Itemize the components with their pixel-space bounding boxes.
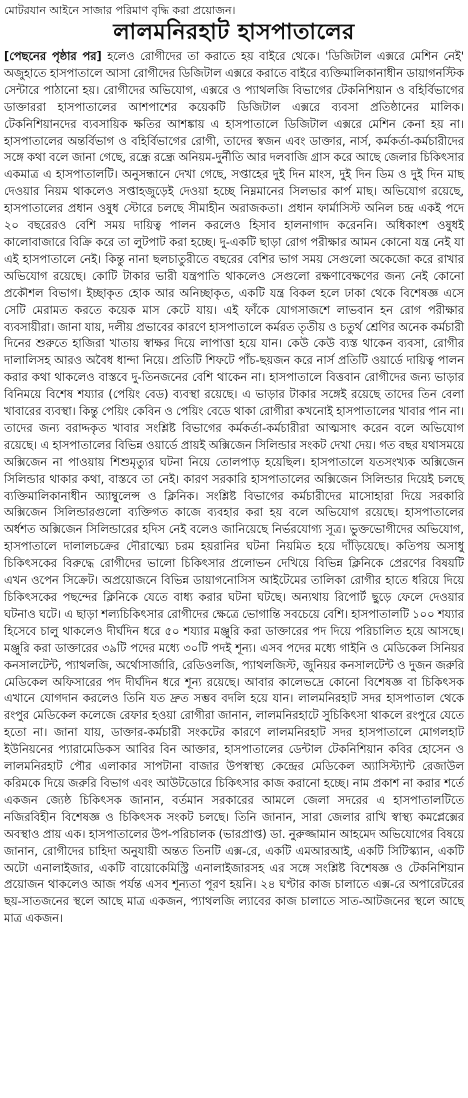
headline: লালমনিরহাট হাসপাতালের — [113, 20, 355, 45]
paragraph-text: হলেও রোগীদের তা করাতে হয় বাইরে থেকে। 'ডিজিটাল এক্সরে মেশিন নেই' অজুহাতে হাসপাতালে আসা রোগীদের ডিজিটাল এক্সরে করাতে বাইরে ব্যক্তিমালিকানাধীন ডায়াগনস্টিক সেন্টারে পাঠানো হয়। রোগীদের অভিযোগ, এক্সরে ও প্যাথলজি বিভাগের টেকনিশিয়ান ও বহির্বিভাগের ডাক্তাররা হাসপাতালের আশপাশের কয়েকটি ডিজিটাল এক্সরে ব্যবসা প্রতিষ্ঠানের মালিক। টেকনিশিয়ানদের ব্যবসায়িক ক্ষতির আশঙ্কায় এ হাসপাতালে ডিজিটাল এক্সরে মেশিন কেনা হয় না। হাসপাতালের অন্তর্বিভাগ ও বহির্বিভাগের রোগী, তাদের স্বজন এবং ডাক্তার, নার্স, কর্মকর্তা-কর্মচারীদের সঙ্গে কথা বলে জানা গেছে, রন্ধ্রে রন্ধ্রে অনিয়ম-দুর্নীতি আর দলবাজি গ্রাস করে আছে জেলার চিকিৎসার একমাত্র এ হাসপাতালটি। অনুসন্ধানে দেখা গেছে, সপ্তাহের দুই দিন মাংস, দুই দিন ডিম ও দুই দিন মাছ দেওয়ার নিয়ম থাকলেও সপ্তাহজুড়েই দেওয়া হচ্ছে নিম্নমানের সিলভার কার্প মাছ। অভিযোগ রয়েছে, হাসপাতালের প্রধান ওষুধ স্টোরে চলছে সীমাহীন অরাজকতা। প্রধান ফার্মাসিস্ট অনিল চন্দ্র একই পদে ২০ বছরেরও বেশি সময় দায়িত্ব পালন করলেও হিসাব হালনাগাদ করেননি। অধিকাংশ ওষুধই কালোবাজারে বিক্রি করে তা লুটপাট করা হচ্ছে। দু-একটি ছাড়া রোগ পরীক্ষার আমন কোনো যন্ত্র নেই যা এই হাসপাতালে নেই। কিন্তু নানা ছলচাতুরীতে বছরের বেশির ভাগ সময় সেগুলো অকেজো করে রাখার অভিযোগ রয়েছে। কোটি টাকার ভারী যন্ত্রপাতি থাকলেও সেগুলো রক্ষণাবেক্ষণের জন্য নেই কোনো প্রকৌশল বিভাগ। ইচ্ছাকৃত হোক আর অনিচ্ছাকৃত, একটি যন্ত্র বিকল হলে ঢাকা থেকে বিশেষজ্ঞ এসে সেটি মেরামত করতে কয়েক মাস কেটে যায়। এই ফাঁকে যোগসাজশে লাভবান হন রোগ পরীক্ষার ব্যবসায়ীরা। জানা যায়, দলীয় প্রভাবের কারণে হাসপাতালে কর্মরত তৃতীয় ও চতুর্থ শ্রেণির অনেক কর্মচারী দিনের শুরুতে হাজিরা খাতায় স্বাক্ষর দিয়ে লাপাত্তা হয়ে যান। কেউ কেউ ব্যস্ত থাকেন ব্যবসা, রোগীর দালালিসহ আরও অবৈধ ধান্দা নিয়ে। প্রতিটি শিফটে পাঁচ-ছয়জন করে নার্স প্রতিটি ওয়ার্ডে দায়িত্ব পালন করার কথা থাকলেও বাস্তবে দু-তিনজনের বেশি থাকেন না। হাসপাতালে বিত্তবান রোগীদের জন্য ভাড়ার বিনিময়ে বিশেষ শয্যার (পেয়িং বেড) ব্যবস্থা রয়েছে। এ ভাড়ার টাকার সঙ্গেই রয়েছে তাদের তিন বেলা খাবারের ব্যবস্থা। কিন্তু পেয়িং কেবিন ও পেয়িং বেডে থাকা রোগীরা কখনোই হাসপাতালের খাবার পান না। তাদের জন্য বরাদ্দকৃত খাবার সংশ্লিষ্ট বিভাগের কর্মকর্তা-কর্মচারীরা আত্মসাৎ করেন বলে অভিযোগ রয়েছে। এ হাসপাতালের বিভিন্ন ওয়ার্ডে প্রায়ই অক্সিজেন সিলিন্ডার সংকট দেখা দেয়। গত বছর যথাসময়ে অক্সিজেন না পাওয়ায় শিশুমৃত্যুর ঘটনা নিয়ে তোলপাড় হয়েছিল। হাসপাতালে যতসংখ্যক অক্সিজেন সিলিন্ডার থাকার কথা, বাস্তবে তা নেই। কারণ সরকারি হাসপাতালের অক্সিজেন সিলিন্ডার দিয়েই চলছে ব্যক্তিমালিকানাধীন অ্যাম্বুলেন্স ও ক্লিনিক। সংশ্লিষ্ট বিভাগের কর্মচারীদের মাসোহারা দিয়ে সরকারি অক্সিজেন সিলিন্ডারগুলো ব্যক্তিগত কাজে ব্যবহার করা হয় বলে অভিযোগ রয়েছে। হাসপাতালের অর্ধশত অক্সিজেন সিলিন্ডারের হদিস নেই বলেও জানিয়েছে নির্ভরযোগ্য সূত্র। ভুক্তভোগীদের অভিযোগ, হাসপাতালে দালালচক্রের দৌরাত্ম্যে চরম হয়রানির ঘটনা নিয়মিত হয়ে দাঁড়িয়েছে। কতিপয় অসাধু চিকিৎসকের বিরুদ্ধে রোগীদের ভালো চিকিৎসার প্রলোভন দেখিয়ে বিভিন্ন ক্লিনিকে প্রেরণের বিষয়টি এখন ওপেন সিক্রেট। অপ্রয়োজনে বিভিন্ন ডায়াগনোসিস আইটেমের তালিকা রোগীর হাতে ধরিয়ে দিয়ে চিকিৎসকের পছন্দের ক্লিনিকে যেতে বাধ্য করার ঘটনা ঘটছে। অন্যথায় রিপোর্ট ছুড়ে ফেলে দেওয়ার ঘটনাও ঘটে। এ ছাড়া শল্যচিকিৎসার রোগীদের ক্ষেত্রে ভোগান্তি সবচেয়ে বেশি। হাসপাতালটি ১০০ শয্যার হিসেবে চালু থাকলেও দীর্ঘদিন ধরে ৫০ শয্যার মঞ্জুরি করা ডাক্তারের পদ দিয়ে পরিচালিত হয়ে আসছে। মঞ্জুরি করা ডাক্তারের ৩৯টি পদের মধ্যে ৩০টি পদই শূন্য। এসব পদের মধ্যে গাইনি ও মেডিকেল সিনিয়র কনসালটেন্ট, প্যাথলজি, অর্থোসার্জারি, রেডিওলজি, প্যাথলজিস্ট, জুনিয়র কনসালটেন্ট ও দুজন জরুরি মেডিকেল অফিসারের পদ দীর্ঘদিন ধরে শূন্য রয়েছে। আবার কালেভদ্রে কোনো বিশেষজ্ঞ বা চিকিৎসক এখানে যোগদান করলেও তিনি যত দ্রুত সম্ভব বদলি হয়ে যান। লালমনিরহাট সদর হাসপাতাল থেকে রংপুর মেডিকেল কলেজে রেফার হওয়া রোগীরা জানান, লালমনিরহাটে সুচিকিৎসা থাকলে রংপুরে যেতে হতো না। জানা যায়, ডাক্তার-কর্মচারী সংকটের কারণে লালমনিরহাট সদর হাসপাতালে মোগলহাট ইউনিয়নের প্যারামেডিকস আবির বিন আক্তার, হাসপাতালের ডেন্টাল টেকনিশিয়ান কবির হোসেন ও লালমনিরহাট পৌর এলাকার সাপটানা বাজার উপস্বাস্থ্য কেন্দ্রের মেডিকেল অ্যাসিস্ট্যান্ট রেজাউল করিমকে দিয়ে জরুরি বিভাগ এবং আউটডোরে চিকিৎসার কাজ করানো হচ্ছে। নাম প্রকাশ না করার শর্তে একজন জ্যেষ্ঠ চিকিৎসক জানান, বর্তমান সরকারের আমলে জেলা সদরের এ হাসপাতালটিতে নজিরবিহীন বিশেষজ্ঞ ও চিকিৎসক সংকট চলছে। তিনি জানান, সারা জেলার রাখি স্বাস্থ্য কমপ্লেক্সের অবস্থাও প্রায় এক। হাসপাতালের উপ-পরিচালক (ভারপ্রাপ্ত) ডা. নুরুজ্জামান আহমেদ অভিযোগের বিষয়ে জানান, রোগীদের চাহিদা অনুযায়ী অন্তত তিনটি এক্স-রে, একটি এমআরআই, একটি সিটিস্ক্যান, একটি অটো এনালাইজার, একটি বায়োকেমিস্ট্রি এনালাইজারসহ এর সঙ্গে সংশ্লিষ্ট বিশেষজ্ঞ ও টেকনিশিয়ান প্রয়োজন থাকলেও আজ পর্যন্ত এসব শূন্যতা পূরণ হয়নি। ২৪ ঘণ্টার কাজ চালাতে এক্স-রে অপারেটরের ছয়-সাতজনের স্থলে আছে মাত্র একজন, প্যাথলজি ল্যাবের কাজ চালাতে সাত-আটজনের স্থলে আছে মাত্র একজন। — [4, 49, 464, 926]
previous-article-last-line: মোটরযান আইনে সাজার পরিমাণ বৃদ্ধি করা প্রয়োজন। — [4, 4, 236, 17]
article-body — [4, 48, 464, 927]
article-paragraph — [4, 48, 464, 927]
jump-marker: [পেছনের পৃষ্ঠার পর] — [4, 49, 102, 63]
